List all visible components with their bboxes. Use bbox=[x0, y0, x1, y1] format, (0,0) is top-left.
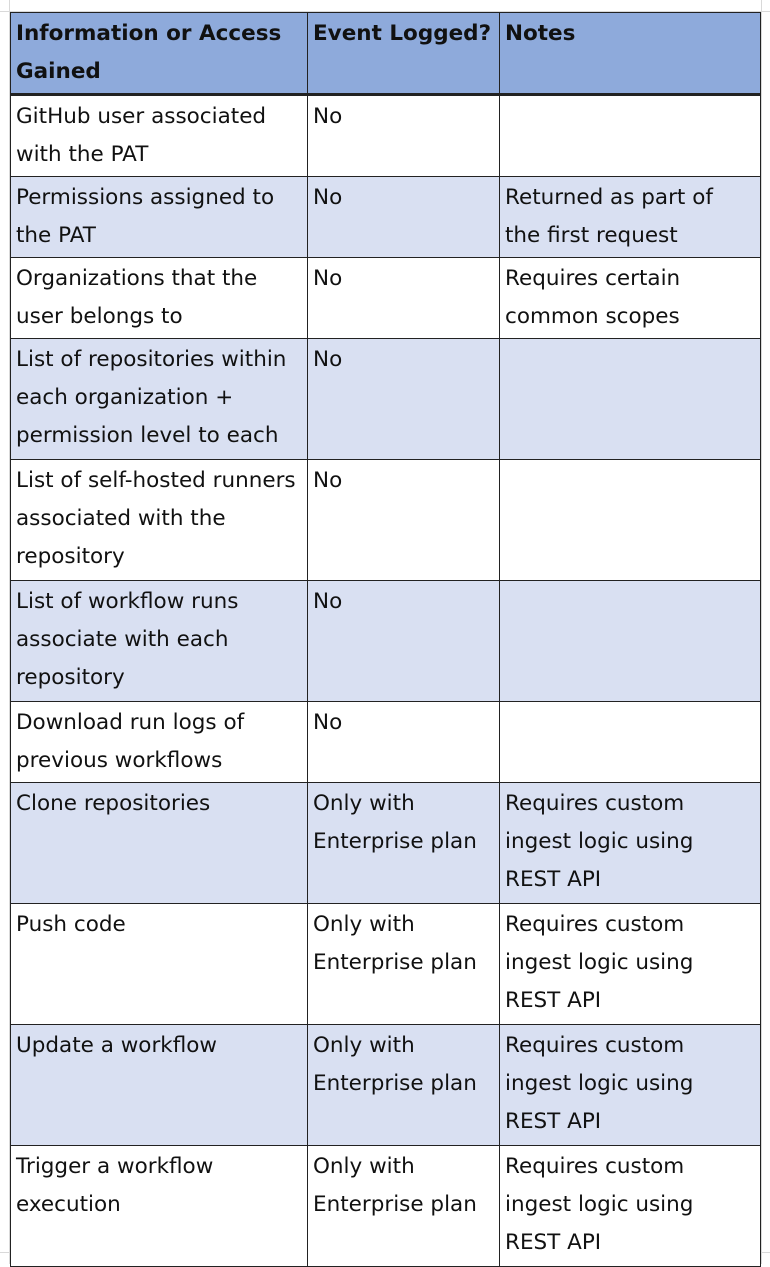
table-row bbox=[11, 1146, 761, 1267]
logged-cell[interactable]: Only with Enterprise plan bbox=[308, 783, 500, 904]
table-row bbox=[11, 581, 761, 702]
logged-cell[interactable]: No bbox=[308, 460, 500, 581]
access-logging-table bbox=[10, 12, 761, 1267]
logged-cell[interactable]: No bbox=[308, 581, 500, 702]
notes-cell[interactable]: Returned as part of the first request bbox=[500, 177, 761, 258]
logged-cell[interactable]: Only with Enterprise plan bbox=[308, 904, 500, 1025]
info-cell[interactable]: List of workflow runs associate with each repository bbox=[11, 581, 308, 702]
logged-cell[interactable]: Only with Enterprise plan bbox=[308, 1025, 500, 1146]
sheet-gridline bbox=[761, 0, 762, 1264]
info-cell[interactable]: GitHub user associated with the PAT bbox=[11, 95, 308, 177]
notes-cell[interactable] bbox=[500, 581, 761, 702]
notes-cell[interactable] bbox=[500, 702, 761, 783]
header-row bbox=[11, 13, 761, 95]
table-row bbox=[11, 339, 761, 460]
logged-cell[interactable]: No bbox=[308, 177, 500, 258]
logged-cell[interactable]: No bbox=[308, 339, 500, 460]
info-cell[interactable]: Clone repositories bbox=[11, 783, 308, 904]
logged-cell[interactable]: Only with Enterprise plan bbox=[308, 1146, 500, 1267]
header-logged-cell[interactable]: Event Logged? bbox=[308, 13, 500, 95]
info-cell[interactable]: Permissions assigned to the PAT bbox=[11, 177, 308, 258]
table-row bbox=[11, 95, 761, 177]
info-cell[interactable]: Push code bbox=[11, 904, 308, 1025]
table-row bbox=[11, 904, 761, 1025]
logged-cell[interactable]: No bbox=[308, 95, 500, 177]
info-cell[interactable]: List of repositories within each organization + permission level to each bbox=[11, 339, 308, 460]
info-cell[interactable]: Download run logs of previous workflows bbox=[11, 702, 308, 783]
notes-cell[interactable]: Requires certain common scopes bbox=[500, 258, 761, 339]
notes-cell[interactable]: Requires custom ingest logic using REST API bbox=[500, 904, 761, 1025]
table-row bbox=[11, 177, 761, 258]
info-cell[interactable]: Update a workflow bbox=[11, 1025, 308, 1146]
notes-cell[interactable]: Requires custom ingest logic using REST API bbox=[500, 783, 761, 904]
table-row bbox=[11, 702, 761, 783]
header-notes-cell[interactable]: Notes bbox=[500, 13, 761, 95]
notes-cell[interactable]: Requires custom ingest logic using REST API bbox=[500, 1146, 761, 1267]
notes-cell[interactable] bbox=[500, 339, 761, 460]
info-cell[interactable]: Organizations that the user belongs to bbox=[11, 258, 308, 339]
table-row bbox=[11, 1025, 761, 1146]
info-cell[interactable]: Trigger a workflow execution bbox=[11, 1146, 308, 1267]
notes-cell[interactable] bbox=[500, 460, 761, 581]
logged-cell[interactable]: No bbox=[308, 258, 500, 339]
header-info-cell[interactable]: Information or Access Gained bbox=[11, 13, 308, 95]
table-row bbox=[11, 258, 761, 339]
notes-cell[interactable]: Requires custom ingest logic using REST API bbox=[500, 1025, 761, 1146]
info-cell[interactable]: List of self-hosted runners associated with the repository bbox=[11, 460, 308, 581]
table-row bbox=[11, 460, 761, 581]
table-row bbox=[11, 783, 761, 904]
notes-cell[interactable] bbox=[500, 95, 761, 177]
logged-cell[interactable]: No bbox=[308, 702, 500, 783]
